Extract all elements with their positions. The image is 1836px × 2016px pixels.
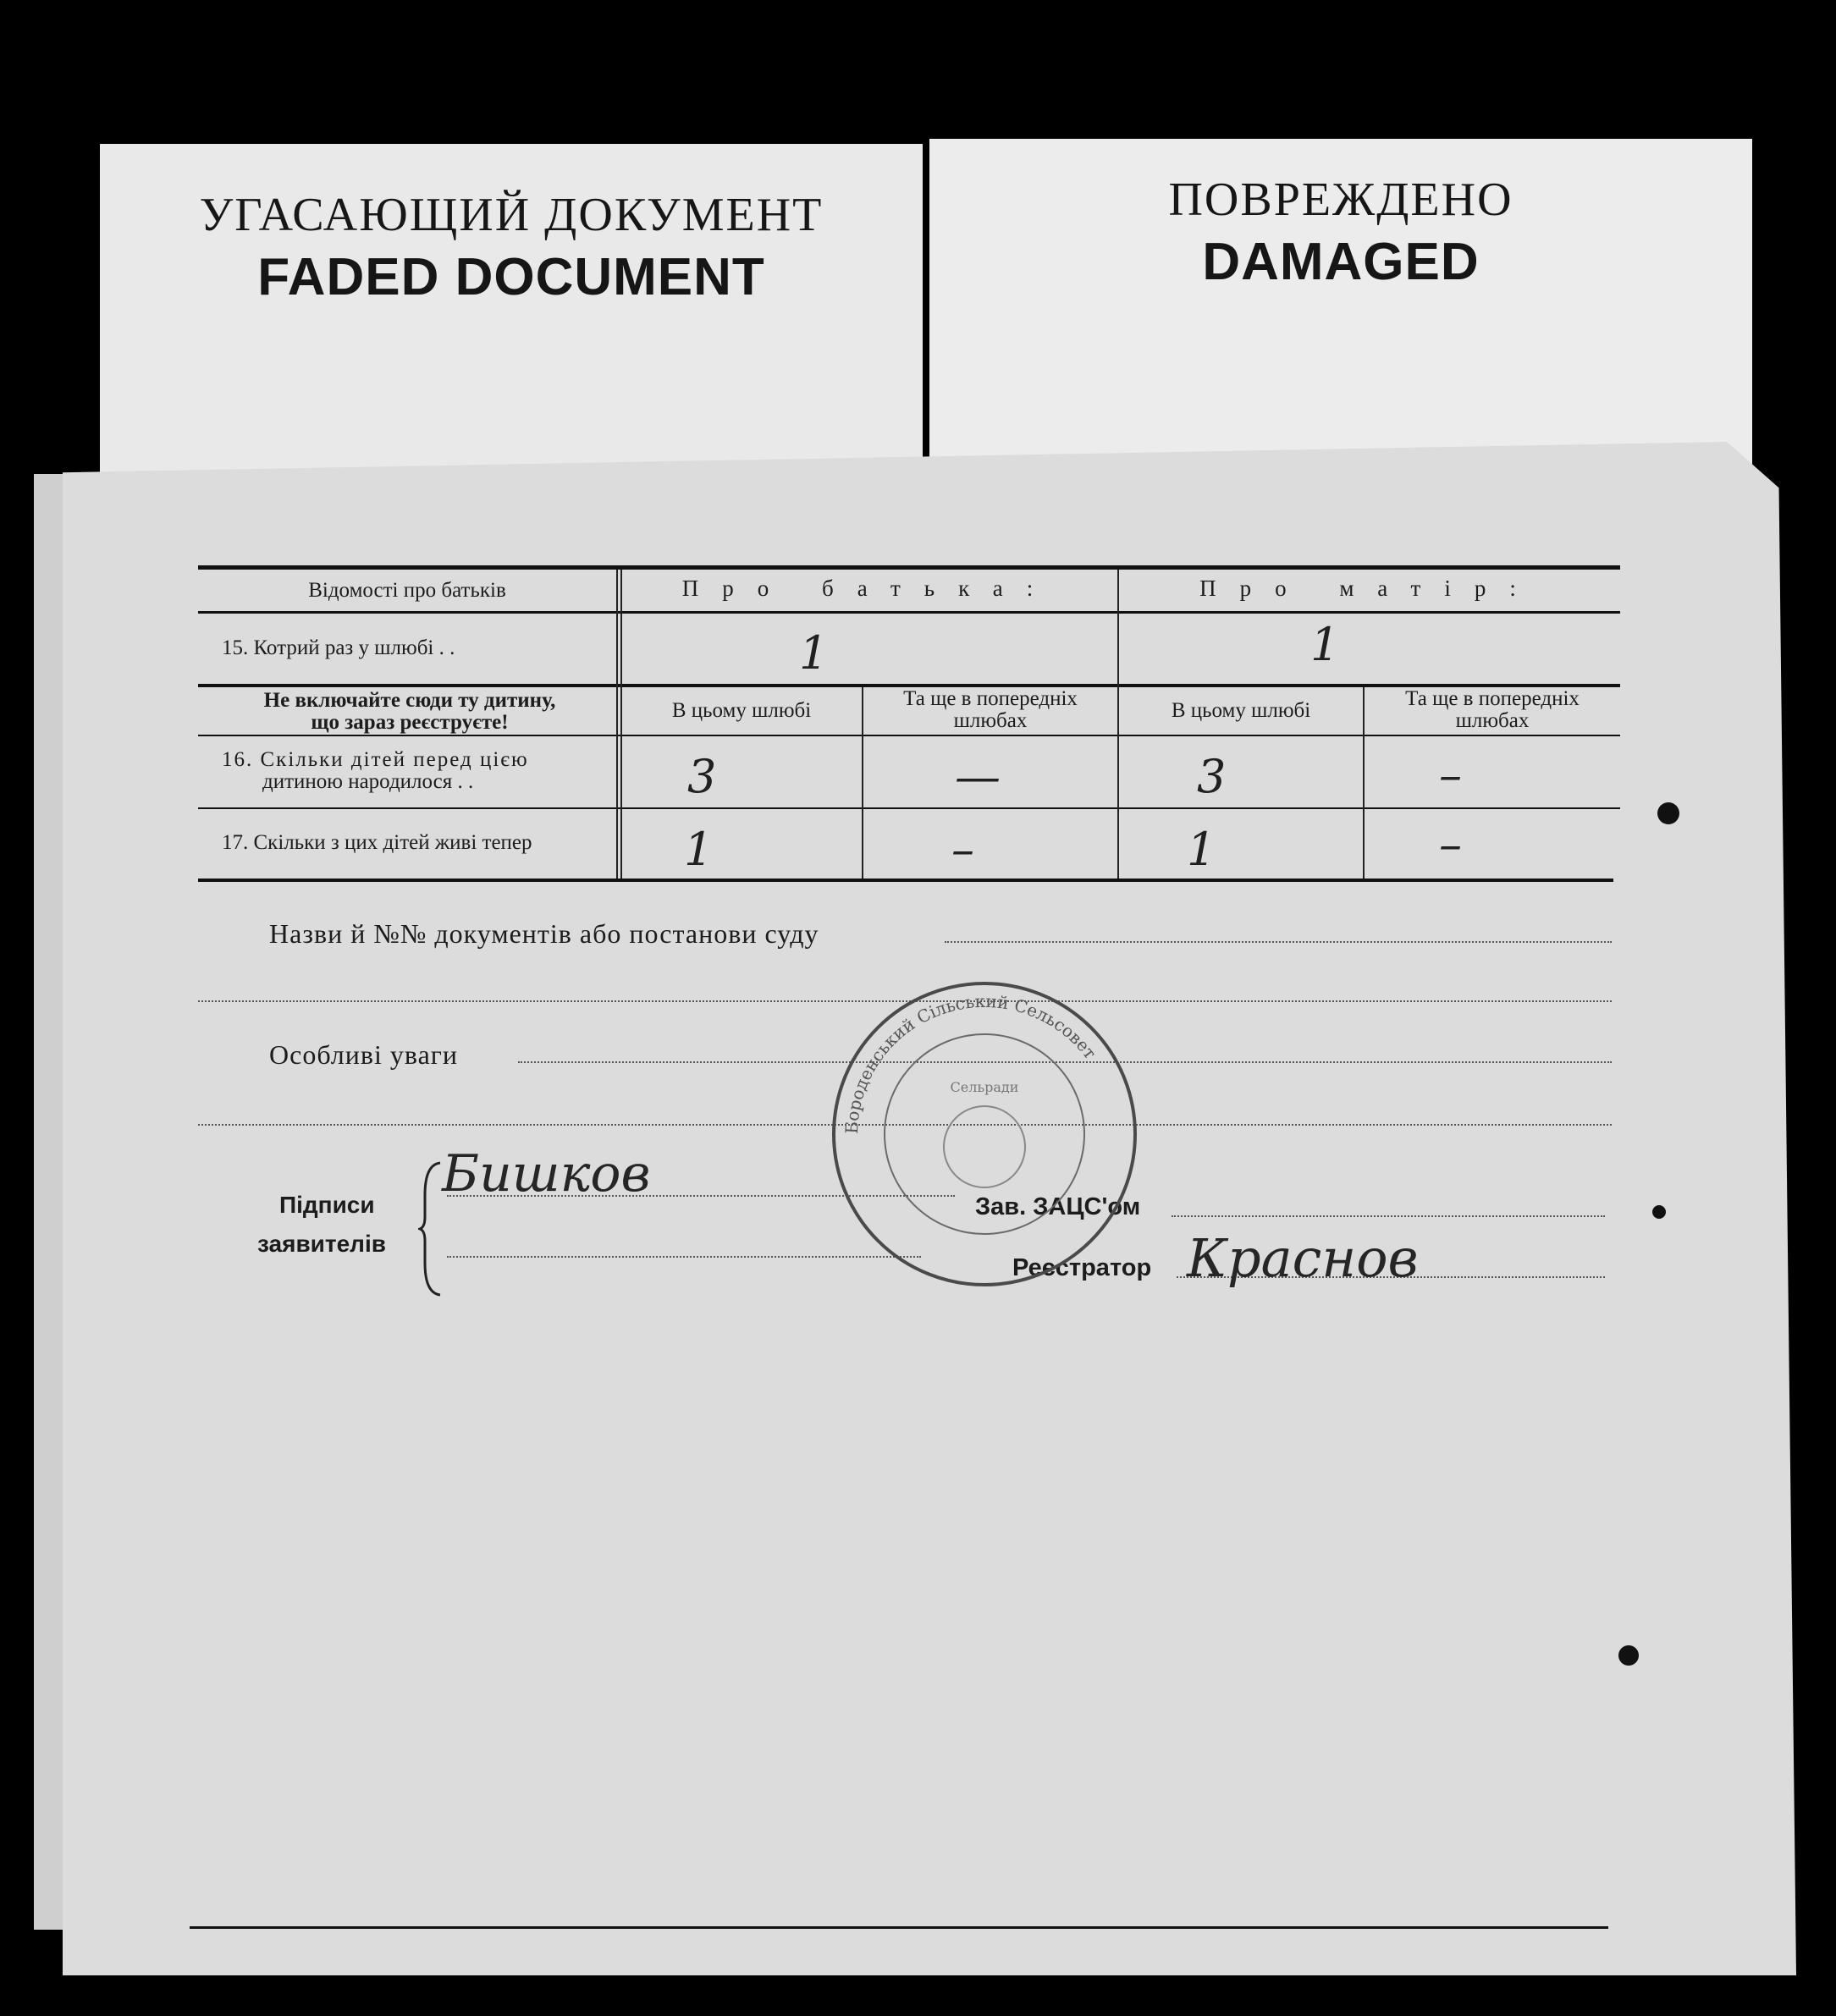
- signatures-label-line1: Підписи: [279, 1192, 375, 1218]
- col-divider-parents: [1117, 570, 1119, 879]
- row17-mother-this: 1: [1187, 823, 1216, 876]
- row15-label: 15. Котрий раз у шлюбі . .: [222, 636, 455, 659]
- row17-mother-prev: –: [1439, 818, 1462, 871]
- row16-label-line2: дитиною народилося . .: [262, 770, 474, 793]
- registrar-label: Реєстратор: [1012, 1254, 1152, 1281]
- col-divider-label: [616, 570, 618, 879]
- faded-banner-en: FADED DOCUMENT: [257, 248, 765, 306]
- faded-banner-ru: УГАСАЮЩИЙ ДОКУМЕНТ: [199, 189, 824, 241]
- row16-mother-this: 3: [1197, 750, 1227, 803]
- faded-document-banner: [100, 144, 923, 474]
- table-header-rule: [198, 611, 1620, 614]
- father-header: Про батька:: [681, 576, 1057, 601]
- subheader-rule: [198, 735, 1620, 736]
- punch-hole: [1657, 802, 1679, 824]
- stamp-outer-text: Бороденський Сільський Сельсовет: [841, 990, 1101, 1135]
- documents-label: Назви й №№ документів або постанови суду: [269, 918, 819, 949]
- mother-prev-header-line1: Та ще в попередніх: [1405, 687, 1580, 710]
- head-zags-line: [1172, 1215, 1605, 1217]
- exclude-note-line2: що зараз реєструєте!: [311, 711, 509, 734]
- col-divider-label-2: [620, 570, 622, 879]
- row15-father-value: 1: [799, 626, 829, 680]
- col-label-header: Відомості про батьків: [308, 579, 506, 602]
- punch-hole: [1618, 1645, 1639, 1666]
- row16-label-line1: 16. Скільки дітей перед цією: [222, 748, 529, 771]
- father-prev-header-line2: шлюбах: [953, 709, 1028, 732]
- signatures-label-line2: заявителів: [257, 1231, 386, 1257]
- damaged-banner-ru: ПОВРЕЖДЕНО: [1168, 174, 1513, 226]
- remarks-label: Особливі уваги: [269, 1039, 459, 1070]
- table-top-rule: [198, 565, 1620, 570]
- row15-mother-value: 1: [1310, 618, 1340, 671]
- official-stamp: [819, 982, 1150, 1286]
- father-prev-header-line1: Та ще в попередніх: [903, 687, 1078, 710]
- stamp-inner-text: Сельради: [950, 1079, 1019, 1095]
- punch-hole: [1652, 1205, 1666, 1219]
- signatures-brace: [418, 1161, 444, 1297]
- damaged-banner-en: DAMAGED: [1202, 233, 1480, 291]
- damaged-banner: [929, 139, 1752, 474]
- mother-this-marriage-header: В цьому шлюбі: [1171, 699, 1311, 722]
- documents-line-1: [945, 941, 1612, 943]
- row17-label: 17. Скільки з цих дітей живі тепер: [222, 831, 532, 854]
- row17-father-prev: –: [951, 823, 974, 876]
- applicant-signature: Бишков: [442, 1144, 651, 1204]
- table-bottom-rule: [198, 879, 1613, 882]
- mother-prev-header-line2: шлюбах: [1455, 709, 1530, 732]
- head-zags-label: Зав. ЗАЦС'ом: [975, 1193, 1141, 1220]
- exclude-note-line1: Не включайте сюди ту дитину,: [263, 689, 556, 712]
- row16-mother-prev: –: [1439, 748, 1462, 801]
- row17-father-this: 1: [684, 823, 714, 876]
- row16-father-prev: —: [955, 750, 1001, 803]
- registrar-signature: Краснов: [1187, 1227, 1419, 1289]
- mother-header: Про матір:: [1199, 576, 1540, 601]
- row16-rule: [198, 807, 1620, 809]
- row16-father-this: 3: [687, 750, 717, 803]
- father-this-marriage-header: В цьому шлюбі: [671, 699, 812, 722]
- bottom-rule: [190, 1926, 1608, 1929]
